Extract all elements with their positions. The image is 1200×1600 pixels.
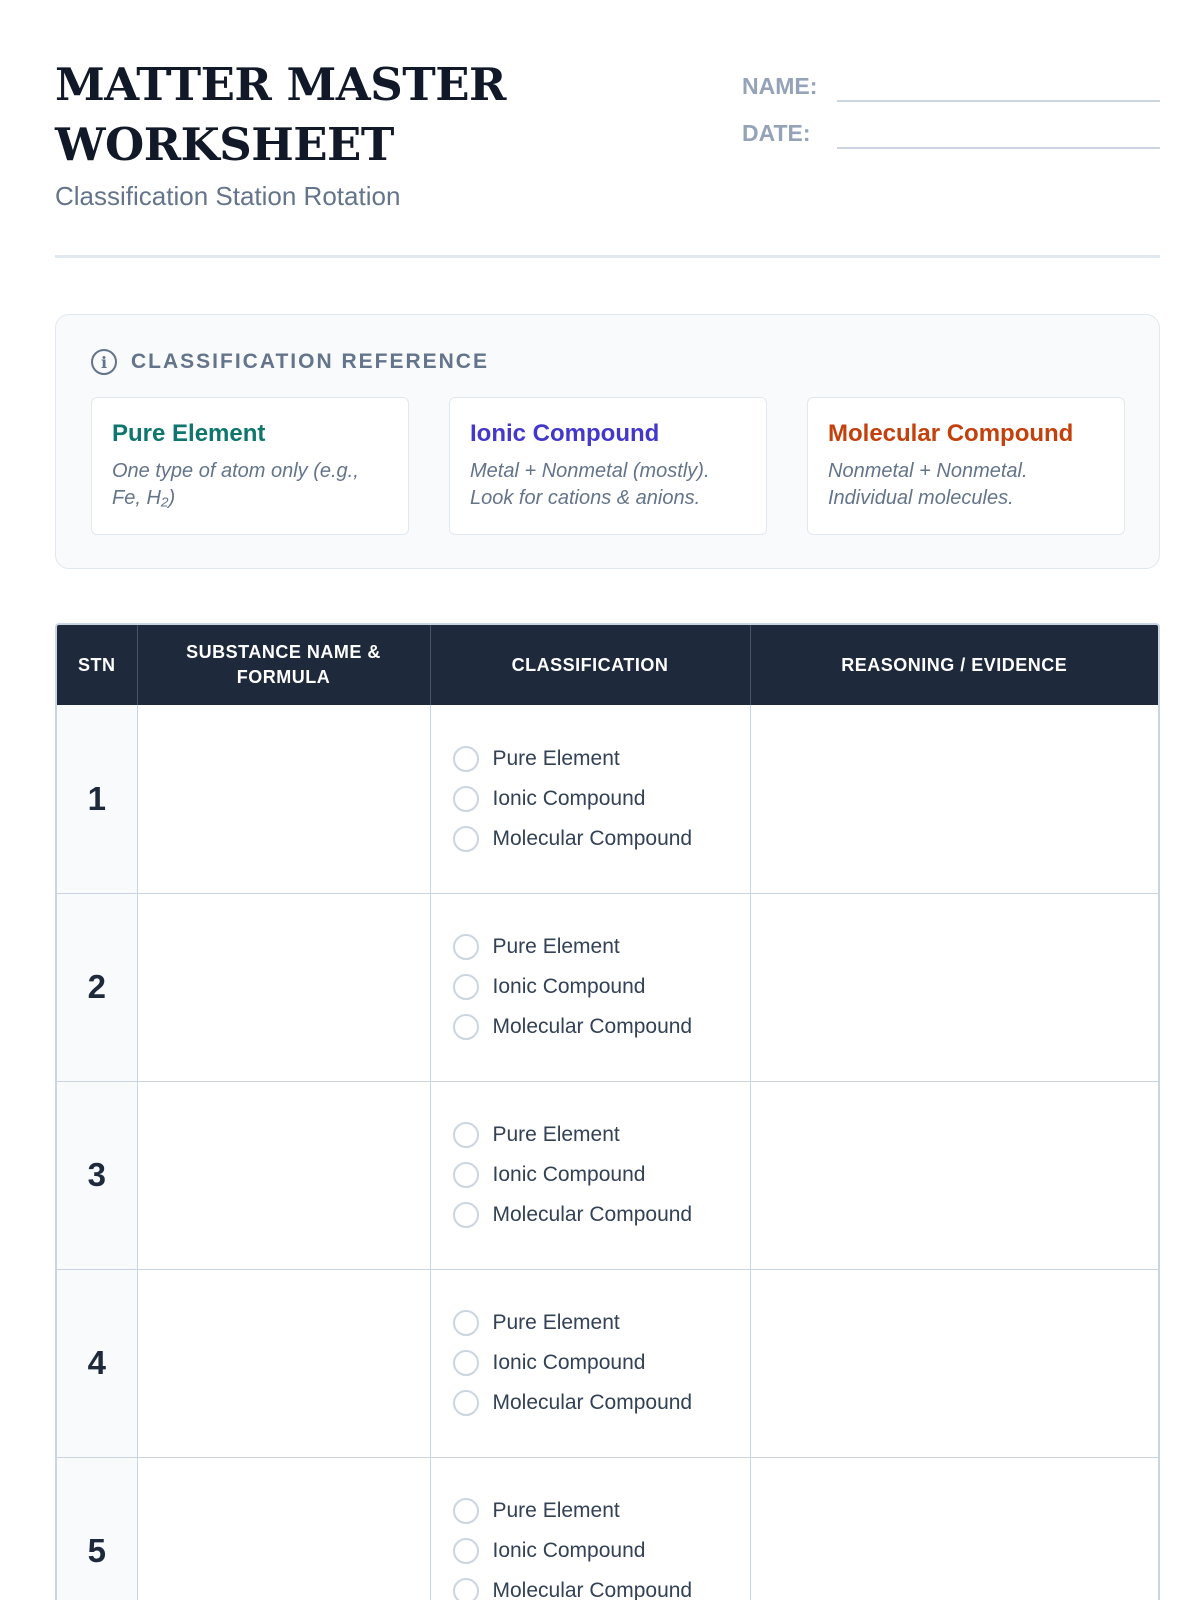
reasoning-field[interactable] bbox=[750, 893, 1158, 1081]
option-label: Molecular Compound bbox=[492, 1015, 693, 1038]
radio-button[interactable] bbox=[453, 1498, 479, 1524]
classification-cell bbox=[430, 1457, 750, 1600]
classification-option[interactable] bbox=[453, 739, 750, 779]
option-label: Pure Element bbox=[492, 746, 620, 770]
station-number: 4 bbox=[57, 1269, 137, 1457]
reference-cards bbox=[91, 397, 1125, 535]
card-pure-element bbox=[91, 397, 409, 535]
student-info bbox=[742, 55, 1160, 149]
station-number: 3 bbox=[57, 1081, 137, 1269]
option-label: Pure Element bbox=[492, 935, 620, 958]
header-divider bbox=[55, 255, 1160, 258]
radio-button[interactable] bbox=[453, 786, 479, 812]
classification-cell bbox=[430, 1269, 750, 1457]
title-line-2: WORKSHEET bbox=[55, 118, 394, 171]
option-label: Molecular Compound bbox=[492, 1203, 693, 1226]
info-icon: i bbox=[91, 349, 117, 375]
option-label: Ionic Compound bbox=[492, 1539, 646, 1562]
classification-options bbox=[431, 1491, 750, 1600]
table-row bbox=[57, 705, 1158, 893]
reasoning-field[interactable] bbox=[750, 1269, 1158, 1457]
table-header-row bbox=[57, 625, 1158, 705]
classification-option[interactable] bbox=[453, 1343, 750, 1383]
card-molecular-compound bbox=[807, 397, 1125, 535]
classification-option[interactable] bbox=[453, 779, 750, 819]
classification-cell bbox=[430, 705, 750, 893]
classification-cell bbox=[430, 1081, 750, 1269]
substance-field[interactable] bbox=[137, 1269, 430, 1457]
option-label: Pure Element bbox=[492, 1311, 620, 1334]
header-substance: SUBSTANCE NAME & FORMULA bbox=[137, 625, 430, 705]
date-field[interactable] bbox=[837, 117, 1160, 149]
classification-option[interactable] bbox=[453, 967, 750, 1007]
classification-option[interactable] bbox=[453, 1115, 750, 1155]
option-label: Molecular Compound bbox=[492, 1391, 693, 1414]
classification-reference bbox=[55, 314, 1160, 569]
substance-field[interactable] bbox=[137, 1081, 430, 1269]
reasoning-field[interactable] bbox=[750, 705, 1158, 893]
option-label: Ionic Compound bbox=[492, 975, 646, 998]
classification-option[interactable] bbox=[453, 1491, 750, 1531]
radio-button[interactable] bbox=[453, 1162, 479, 1188]
classification-option[interactable] bbox=[453, 1531, 750, 1571]
radio-button[interactable] bbox=[453, 1578, 479, 1600]
option-label: Ionic Compound bbox=[492, 1351, 646, 1374]
card-title: Molecular Compound bbox=[828, 420, 1074, 447]
classification-option[interactable] bbox=[453, 1571, 750, 1600]
station-number: 2 bbox=[57, 893, 137, 1081]
substance-field[interactable] bbox=[137, 893, 430, 1081]
reasoning-field[interactable] bbox=[750, 1081, 1158, 1269]
date-row bbox=[742, 102, 1160, 149]
card-title: Pure Element bbox=[112, 420, 266, 447]
substance-field[interactable] bbox=[137, 1457, 430, 1600]
option-label: Molecular Compound bbox=[492, 826, 693, 850]
radio-button[interactable] bbox=[453, 826, 479, 852]
substance-field[interactable] bbox=[137, 705, 430, 893]
page-title bbox=[55, 55, 655, 175]
radio-button[interactable] bbox=[453, 1122, 479, 1148]
name-row bbox=[742, 55, 1160, 102]
classification-option[interactable] bbox=[453, 1155, 750, 1195]
classification-options bbox=[431, 1303, 750, 1423]
classification-options bbox=[431, 1115, 750, 1235]
table-row bbox=[57, 893, 1158, 1081]
worksheet-header bbox=[55, 55, 1160, 211]
radio-button[interactable] bbox=[453, 1014, 479, 1040]
card-title: Ionic Compound bbox=[470, 420, 660, 447]
classification-option[interactable] bbox=[453, 819, 750, 859]
classification-option[interactable] bbox=[453, 1383, 750, 1423]
classification-option[interactable] bbox=[453, 1195, 750, 1235]
page-subtitle: Classification Station Rotation bbox=[55, 181, 401, 211]
card-description: Nonmetal + Nonmetal. Individual molecules. bbox=[828, 460, 1028, 509]
classification-table bbox=[57, 625, 1158, 1600]
radio-button[interactable] bbox=[453, 1202, 479, 1228]
station-number: 5 bbox=[57, 1457, 137, 1600]
radio-button[interactable] bbox=[453, 1538, 479, 1564]
card-ionic-compound bbox=[449, 397, 767, 535]
reference-title: CLASSIFICATION REFERENCE bbox=[131, 350, 489, 373]
table-row bbox=[57, 1081, 1158, 1269]
table-row bbox=[57, 1457, 1158, 1600]
reference-header bbox=[91, 349, 489, 375]
classification-option[interactable] bbox=[453, 1007, 750, 1047]
option-label: Molecular Compound bbox=[492, 1579, 693, 1600]
station-number: 1 bbox=[57, 705, 137, 893]
classification-cell bbox=[430, 893, 750, 1081]
radio-button[interactable] bbox=[453, 746, 479, 772]
option-label: Pure Element bbox=[492, 1499, 620, 1522]
card-description: Metal + Nonmetal (mostly). Look for cations & anions. bbox=[470, 460, 710, 509]
radio-button[interactable] bbox=[453, 1310, 479, 1336]
table-row bbox=[57, 1269, 1158, 1457]
card-description: One type of atom only (e.g., Fe, H₂) bbox=[112, 460, 359, 509]
radio-button[interactable] bbox=[453, 974, 479, 1000]
classification-options bbox=[431, 927, 750, 1047]
name-field[interactable] bbox=[837, 70, 1160, 102]
classification-option[interactable] bbox=[453, 927, 750, 967]
table-body bbox=[57, 705, 1158, 1600]
header-stn: STN bbox=[57, 625, 137, 705]
header-classification: CLASSIFICATION bbox=[430, 625, 750, 705]
name-label: NAME: bbox=[742, 73, 818, 99]
option-label: Ionic Compound bbox=[492, 1163, 646, 1186]
option-label: Pure Element bbox=[492, 1123, 620, 1146]
radio-button[interactable] bbox=[453, 1350, 479, 1376]
option-label: Ionic Compound bbox=[492, 786, 646, 810]
header-reasoning: REASONING / EVIDENCE bbox=[750, 625, 1158, 705]
radio-button[interactable] bbox=[453, 1390, 479, 1416]
radio-button[interactable] bbox=[453, 934, 479, 960]
reasoning-field[interactable] bbox=[750, 1457, 1158, 1600]
station-table bbox=[55, 623, 1160, 1600]
title-line-1: MATTER MASTER bbox=[55, 58, 506, 111]
classification-options bbox=[431, 739, 750, 859]
date-label: DATE: bbox=[742, 120, 811, 146]
classification-option[interactable] bbox=[453, 1303, 750, 1343]
